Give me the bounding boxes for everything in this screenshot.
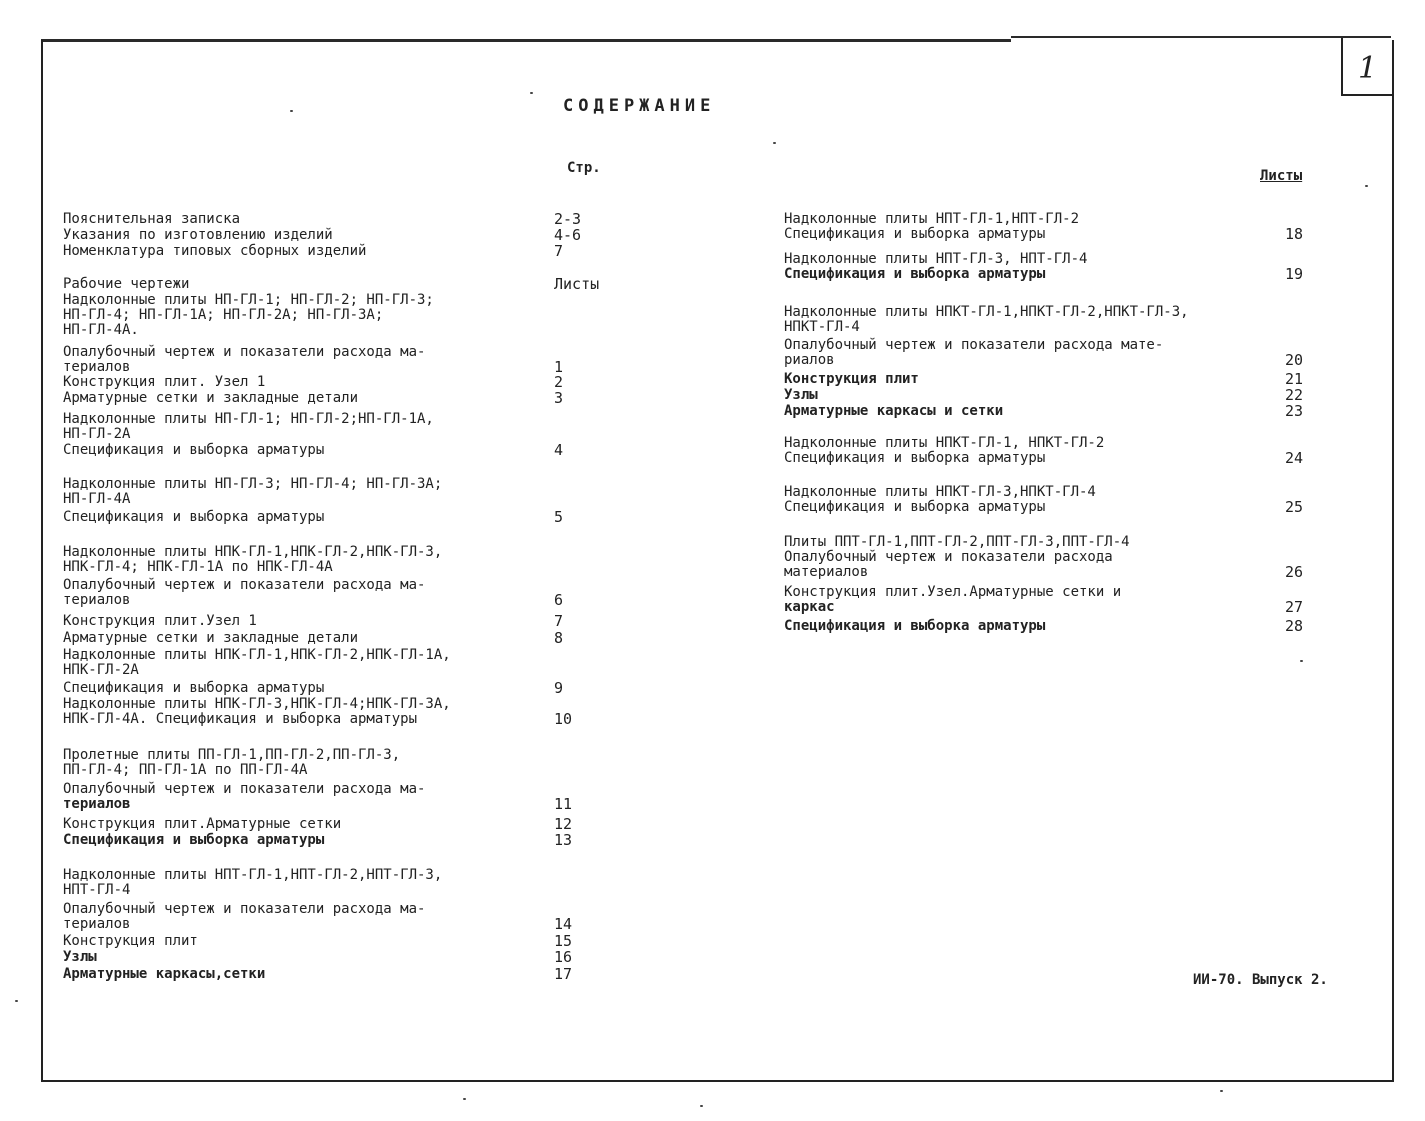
- right-entry-line: Опалубочный чертеж и показатели расхода: [784, 549, 1113, 565]
- left-entry-line: НП-ГЛ-2А: [63, 426, 131, 442]
- sheets-column-header: Листы: [1260, 168, 1303, 184]
- right-entry-line: риалов: [784, 352, 835, 368]
- left-entry-line: НПК-ГЛ-4А. Спецификация и выборка арматуры: [63, 711, 418, 727]
- left-entry-page-number: 16: [554, 948, 573, 966]
- left-entry-line: Пролетные плиты ПП-ГЛ-1,ПП-ГЛ-2,ПП-ГЛ-3,: [63, 747, 401, 763]
- left-entry-line: Спецификация и выборка арматуры: [63, 680, 325, 696]
- left-entry-line: Надколонные плиты НП-ГЛ-1; НП-ГЛ-2; НП-ГЛ-3;: [63, 292, 434, 308]
- left-entry-line: Арматурные каркасы,сетки: [63, 966, 266, 982]
- left-entry-page-number: 11: [554, 795, 573, 813]
- left-entry-page-number: 4: [554, 441, 564, 459]
- left-entry-page-number: 14: [554, 915, 573, 933]
- left-entry-page-number: 13: [554, 831, 573, 849]
- left-entry-line: Надколонные плиты НП-ГЛ-1; НП-ГЛ-2;НП-ГЛ-1А,: [63, 411, 434, 427]
- right-entry-page-number: 20: [1285, 351, 1304, 369]
- left-entry-page-number: 8: [554, 629, 564, 647]
- left-entry-page-number: 3: [554, 389, 564, 407]
- left-entry-page-number: 7: [554, 612, 564, 630]
- left-entry-line: ПП-ГЛ-4; ПП-ГЛ-1А по ПП-ГЛ-4А: [63, 762, 308, 778]
- right-entry-line: Плиты ППТ-ГЛ-1,ППТ-ГЛ-2,ППТ-ГЛ-3,ППТ-ГЛ-4: [784, 534, 1130, 550]
- left-entry-line: Конструкция плит.Арматурные сетки: [63, 816, 342, 832]
- right-entry-page-number: 24: [1285, 449, 1304, 467]
- pages-column-header: Стр.: [567, 160, 601, 176]
- scan-speck: [773, 142, 776, 144]
- left-entry-line: Спецификация и выборка арматуры: [63, 509, 325, 525]
- left-entry-page-number: 2-3: [554, 210, 582, 228]
- scan-speck: [290, 110, 293, 112]
- left-entry-line: НПК-ГЛ-4; НПК-ГЛ-1А по НПК-ГЛ-4А: [63, 559, 333, 575]
- left-entry-line: НП-ГЛ-4А: [63, 491, 131, 507]
- left-entry-line: НП-ГЛ-4; НП-ГЛ-1А; НП-ГЛ-2А; НП-ГЛ-3А;: [63, 307, 384, 323]
- right-entry-line: Спецификация и выборка арматуры: [784, 499, 1046, 515]
- right-entry-page-number: 18: [1285, 225, 1304, 243]
- left-entry-page-number: 2: [554, 373, 564, 391]
- right-entry-line: Арматурные каркасы и сетки: [784, 403, 1004, 419]
- right-entry-page-number: 25: [1285, 498, 1304, 516]
- left-entry-line: Опалубочный чертеж и показатели расхода ма-: [63, 901, 426, 917]
- page-title: СОДЕРЖАНИЕ: [563, 96, 716, 116]
- sheet-number-box: 1: [1341, 38, 1392, 96]
- right-entry-line: Спецификация и выборка арматуры: [784, 226, 1046, 242]
- right-entry-line: НПКТ-ГЛ-4: [784, 319, 860, 335]
- right-entry-page-number: 27: [1285, 598, 1304, 616]
- left-entry-line: Надколонные плиты НП-ГЛ-3; НП-ГЛ-4; НП-ГЛ-3А;: [63, 476, 443, 492]
- left-entry-page-number: 9: [554, 679, 564, 697]
- left-entry-page-number: 6: [554, 591, 564, 609]
- left-entry-line: Опалубочный чертеж и показатели расхода ма-: [63, 781, 426, 797]
- right-entry-line: каркас: [784, 599, 835, 615]
- left-entry-page-number: 1: [554, 358, 564, 376]
- right-entry-page-number: 28: [1285, 617, 1304, 635]
- right-entry-line: Конструкция плит.Узел.Арматурные сетки и: [784, 584, 1122, 600]
- left-entry-line: териалов: [63, 796, 131, 812]
- left-entry-line: Опалубочный чертеж и показатели расхода ма-: [63, 344, 426, 360]
- right-entry-line: Надколонные плиты НПКТ-ГЛ-1, НПКТ-ГЛ-2: [784, 435, 1105, 451]
- document-code: ИИ-70. Выпуск 2.: [1193, 972, 1328, 988]
- right-entry-line: материалов: [784, 564, 869, 580]
- right-entry-line: Узлы: [784, 387, 818, 403]
- scan-speck: [15, 1000, 18, 1002]
- right-entry-line: Опалубочный чертеж и показатели расхода мате-: [784, 337, 1164, 353]
- right-entry-line: Спецификация и выборка арматуры: [784, 266, 1046, 282]
- left-entry-page-number: 12: [554, 815, 573, 833]
- left-entry-line: Надколонные плиты НПК-ГЛ-1,НПК-ГЛ-2,НПК-ГЛ-3,: [63, 544, 443, 560]
- left-entry-line: Конструкция плит: [63, 933, 198, 949]
- right-entry-line: Спецификация и выборка арматуры: [784, 618, 1046, 634]
- right-entry-page-number: 22: [1285, 386, 1304, 404]
- left-entry-line: териалов: [63, 592, 131, 608]
- right-entry-page-number: 19: [1285, 265, 1304, 283]
- right-entry-line: Надколонные плиты НПТ-ГЛ-1,НПТ-ГЛ-2: [784, 211, 1080, 227]
- left-entry-line: Рабочие чертежи: [63, 276, 190, 292]
- left-entry-line: Арматурные сетки и закладные детали: [63, 630, 359, 646]
- scan-speck: [1365, 185, 1368, 187]
- left-entry-line: Номенклатура типовых сборных изделий: [63, 243, 367, 259]
- left-entry-line: Надколонные плиты НПТ-ГЛ-1,НПТ-ГЛ-2,НПТ-ГЛ-3,: [63, 867, 443, 883]
- right-entry-line: Надколонные плиты НПТ-ГЛ-3, НПТ-ГЛ-4: [784, 251, 1088, 267]
- frame-top-line-right: [1011, 36, 1391, 38]
- left-entry-line: Пояснительная записка: [63, 211, 241, 227]
- right-entry-line: Спецификация и выборка арматуры: [784, 450, 1046, 466]
- left-entry-page-number: Листы: [554, 275, 600, 293]
- left-entry-line: НПК-ГЛ-2А: [63, 662, 139, 678]
- right-entry-line: Надколонные плиты НПКТ-ГЛ-3,НПКТ-ГЛ-4: [784, 484, 1096, 500]
- left-entry-page-number: 15: [554, 932, 573, 950]
- left-entry-page-number: 10: [554, 710, 573, 728]
- left-entry-line: Узлы: [63, 949, 97, 965]
- right-entry-line: Конструкция плит: [784, 371, 919, 387]
- scan-speck: [1220, 1090, 1223, 1092]
- right-entry-page-number: 26: [1285, 563, 1304, 581]
- left-entry-line: териалов: [63, 916, 131, 932]
- scan-speck: [530, 92, 533, 94]
- right-entry-page-number: 21: [1285, 370, 1304, 388]
- left-entry-line: Конструкция плит.Узел 1: [63, 613, 257, 629]
- left-entry-line: Надколонные плиты НПК-ГЛ-3,НПК-ГЛ-4;НПК-ГЛ-3А,: [63, 696, 451, 712]
- left-entry-line: НПТ-ГЛ-4: [63, 882, 131, 898]
- left-entry-line: Надколонные плиты НПК-ГЛ-1,НПК-ГЛ-2,НПК-ГЛ-1А,: [63, 647, 451, 663]
- left-entry-line: Арматурные сетки и закладные детали: [63, 390, 359, 406]
- left-entry-line: Спецификация и выборка арматуры: [63, 832, 325, 848]
- left-entry-line: териалов: [63, 359, 131, 375]
- left-entry-line: Указания по изготовлению изделий: [63, 227, 333, 243]
- left-entry-line: Конструкция плит. Узел 1: [63, 374, 266, 390]
- right-entry-line: Надколонные плиты НПКТ-ГЛ-1,НПКТ-ГЛ-2,НПКТ-ГЛ-3,: [784, 304, 1189, 320]
- scan-speck: [1300, 660, 1303, 662]
- left-entry-line: Опалубочный чертеж и показатели расхода ма-: [63, 577, 426, 593]
- left-entry-page-number: 4-6: [554, 226, 582, 244]
- left-entry-page-number: 7: [554, 242, 564, 260]
- left-entry-page-number: 5: [554, 508, 564, 526]
- scan-speck: [700, 1105, 703, 1107]
- right-entry-page-number: 23: [1285, 402, 1304, 420]
- left-entry-page-number: 17: [554, 965, 573, 983]
- left-entry-line: Спецификация и выборка арматуры: [63, 442, 325, 458]
- scan-speck: [463, 1098, 466, 1100]
- left-entry-line: НП-ГЛ-4А.: [63, 322, 139, 338]
